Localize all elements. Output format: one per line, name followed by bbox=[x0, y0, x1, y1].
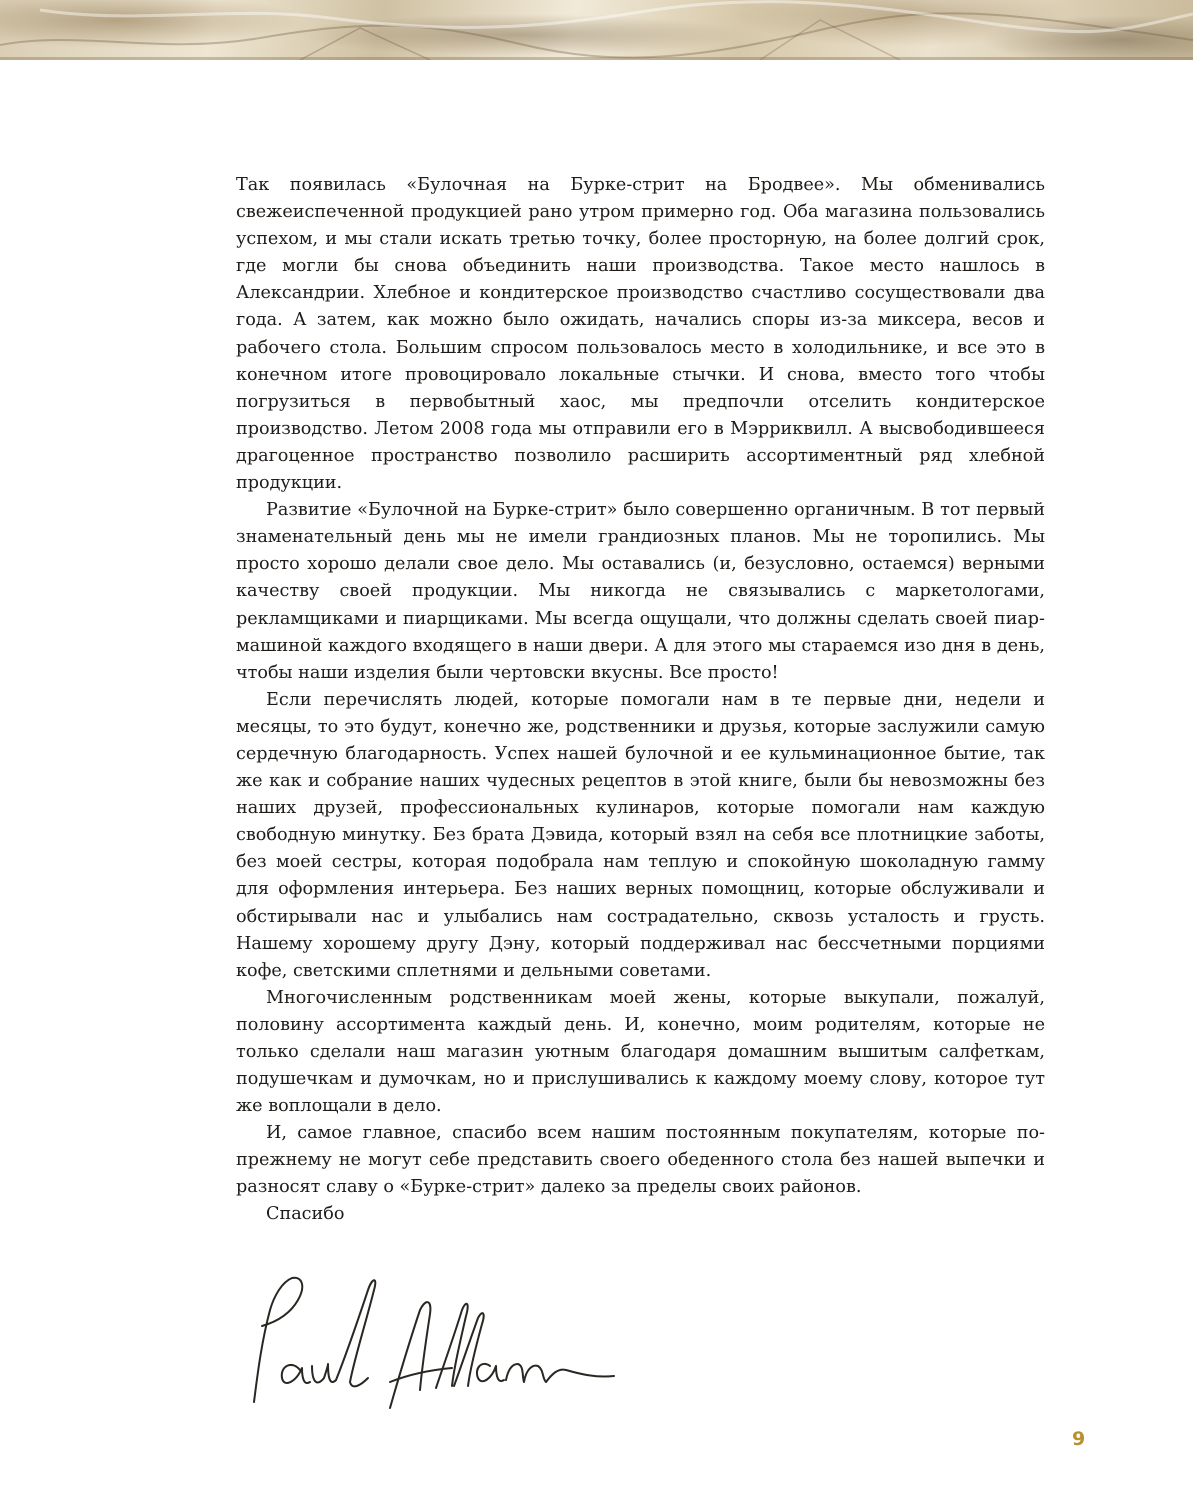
parchment-texture bbox=[0, 0, 1193, 60]
top-parchment-banner bbox=[0, 0, 1193, 60]
handwritten-signature bbox=[240, 1270, 620, 1420]
paragraph-2: Развитие «Булочной на Бурке-стрит» было совершенно органичным. В тот первый знаменательный день мы не имели грандиозных планов. Мы не торопились. Мы просто хорошо делали свое дело. Мы оставались (и, безусловно, остаемся) верными качеству своей продукции. Мы никогда не связывались с маркетологами, рекламщиками и пиарщиками. Мы всегда ощущали, что должны сделать своей пиар-машиной каждого входящего в наши двери. А для этого мы стараемся изо дня в день, чтобы наши изделия были чертовски вкусны. Все просто! bbox=[236, 500, 1045, 683]
paragraph-1: Так появилась «Булочная на Бурке-стрит на Бродвее». Мы обменивались свежеиспеченной продукцией рано утром примерно год. Оба магазина пользовались успехом, и мы стали искать третью точку, более просторную, на более долгий срок, где могли бы снова объединить наши производства. Такое место нашлось в Александрии. Хлебное и кондитерское производство счастливо сосуществовали два года. А затем, как можно было ожидать, начались споры из-за миксера, весов и рабочего стола. Большим спросом пользовалось место в холодильнике, и все это в конечном итоге провоцировало локальные стычки. И снова, вместо того чтобы погрузиться в первобытный хаос, мы предпочли отселить кондитерское производство. Летом 2008 года мы отправили его в Мэрриквилл. А высвободившееся драгоценное пространство позволило расширить ассортиментный ряд хлебной продукции. bbox=[236, 175, 1045, 494]
main-text bbox=[236, 172, 1045, 1202]
closing-thanks: Спасибо bbox=[266, 1204, 345, 1224]
paragraph-5: И, самое главное, спасибо всем нашим постоянным покупателям, которые по-прежнему не могут себе представить своего обеденного стола без нашей выпечки и разносят славу о «Бурке-стрит» далеко за пределы своих районов. bbox=[236, 1123, 1045, 1198]
paragraph-4: Многочисленным родственникам моей жены, которые выкупали, пожалуй, половину ассортимента каждый день. И, конечно, моим родителям, которые не только сделали наш магазин уютным благодаря домашним вышитым салфеткам, подушечкам и думочкам, но и прислушивались к каждому моему слову, которое тут же воплощали в дело. bbox=[236, 987, 1045, 1117]
paragraph-3: Если перечислять людей, которые помогали нам в те первые дни, недели и месяцы, то это будут, конечно же, родственники и друзья, которые заслужили самую сердечную благодарность. Успех нашей булочной и ее кульминационное бытие, так же как и собрание наших чудесных рецептов в этой книге, были бы невозможны без наших друзей, профессиональных кулинаров, которые помогали нам каждую свободную минутку. Без брата Дэвида, который взял на себя все плотницкие заботы, без моей сестры, которая подобрала нам теплую и спокойную шоколадную гамму для оформления интерьера. Без наших верных помощниц, которые обслуживали и обстирывали нас и улыбались нам сострадательно, сквозь усталость и грусть. Нашему хорошему другу Дэну, который поддерживал нас бессчетными порциями кофе, светскими сплетнями и дельными советами. bbox=[236, 689, 1045, 981]
page-number: 9 bbox=[1072, 1428, 1086, 1450]
